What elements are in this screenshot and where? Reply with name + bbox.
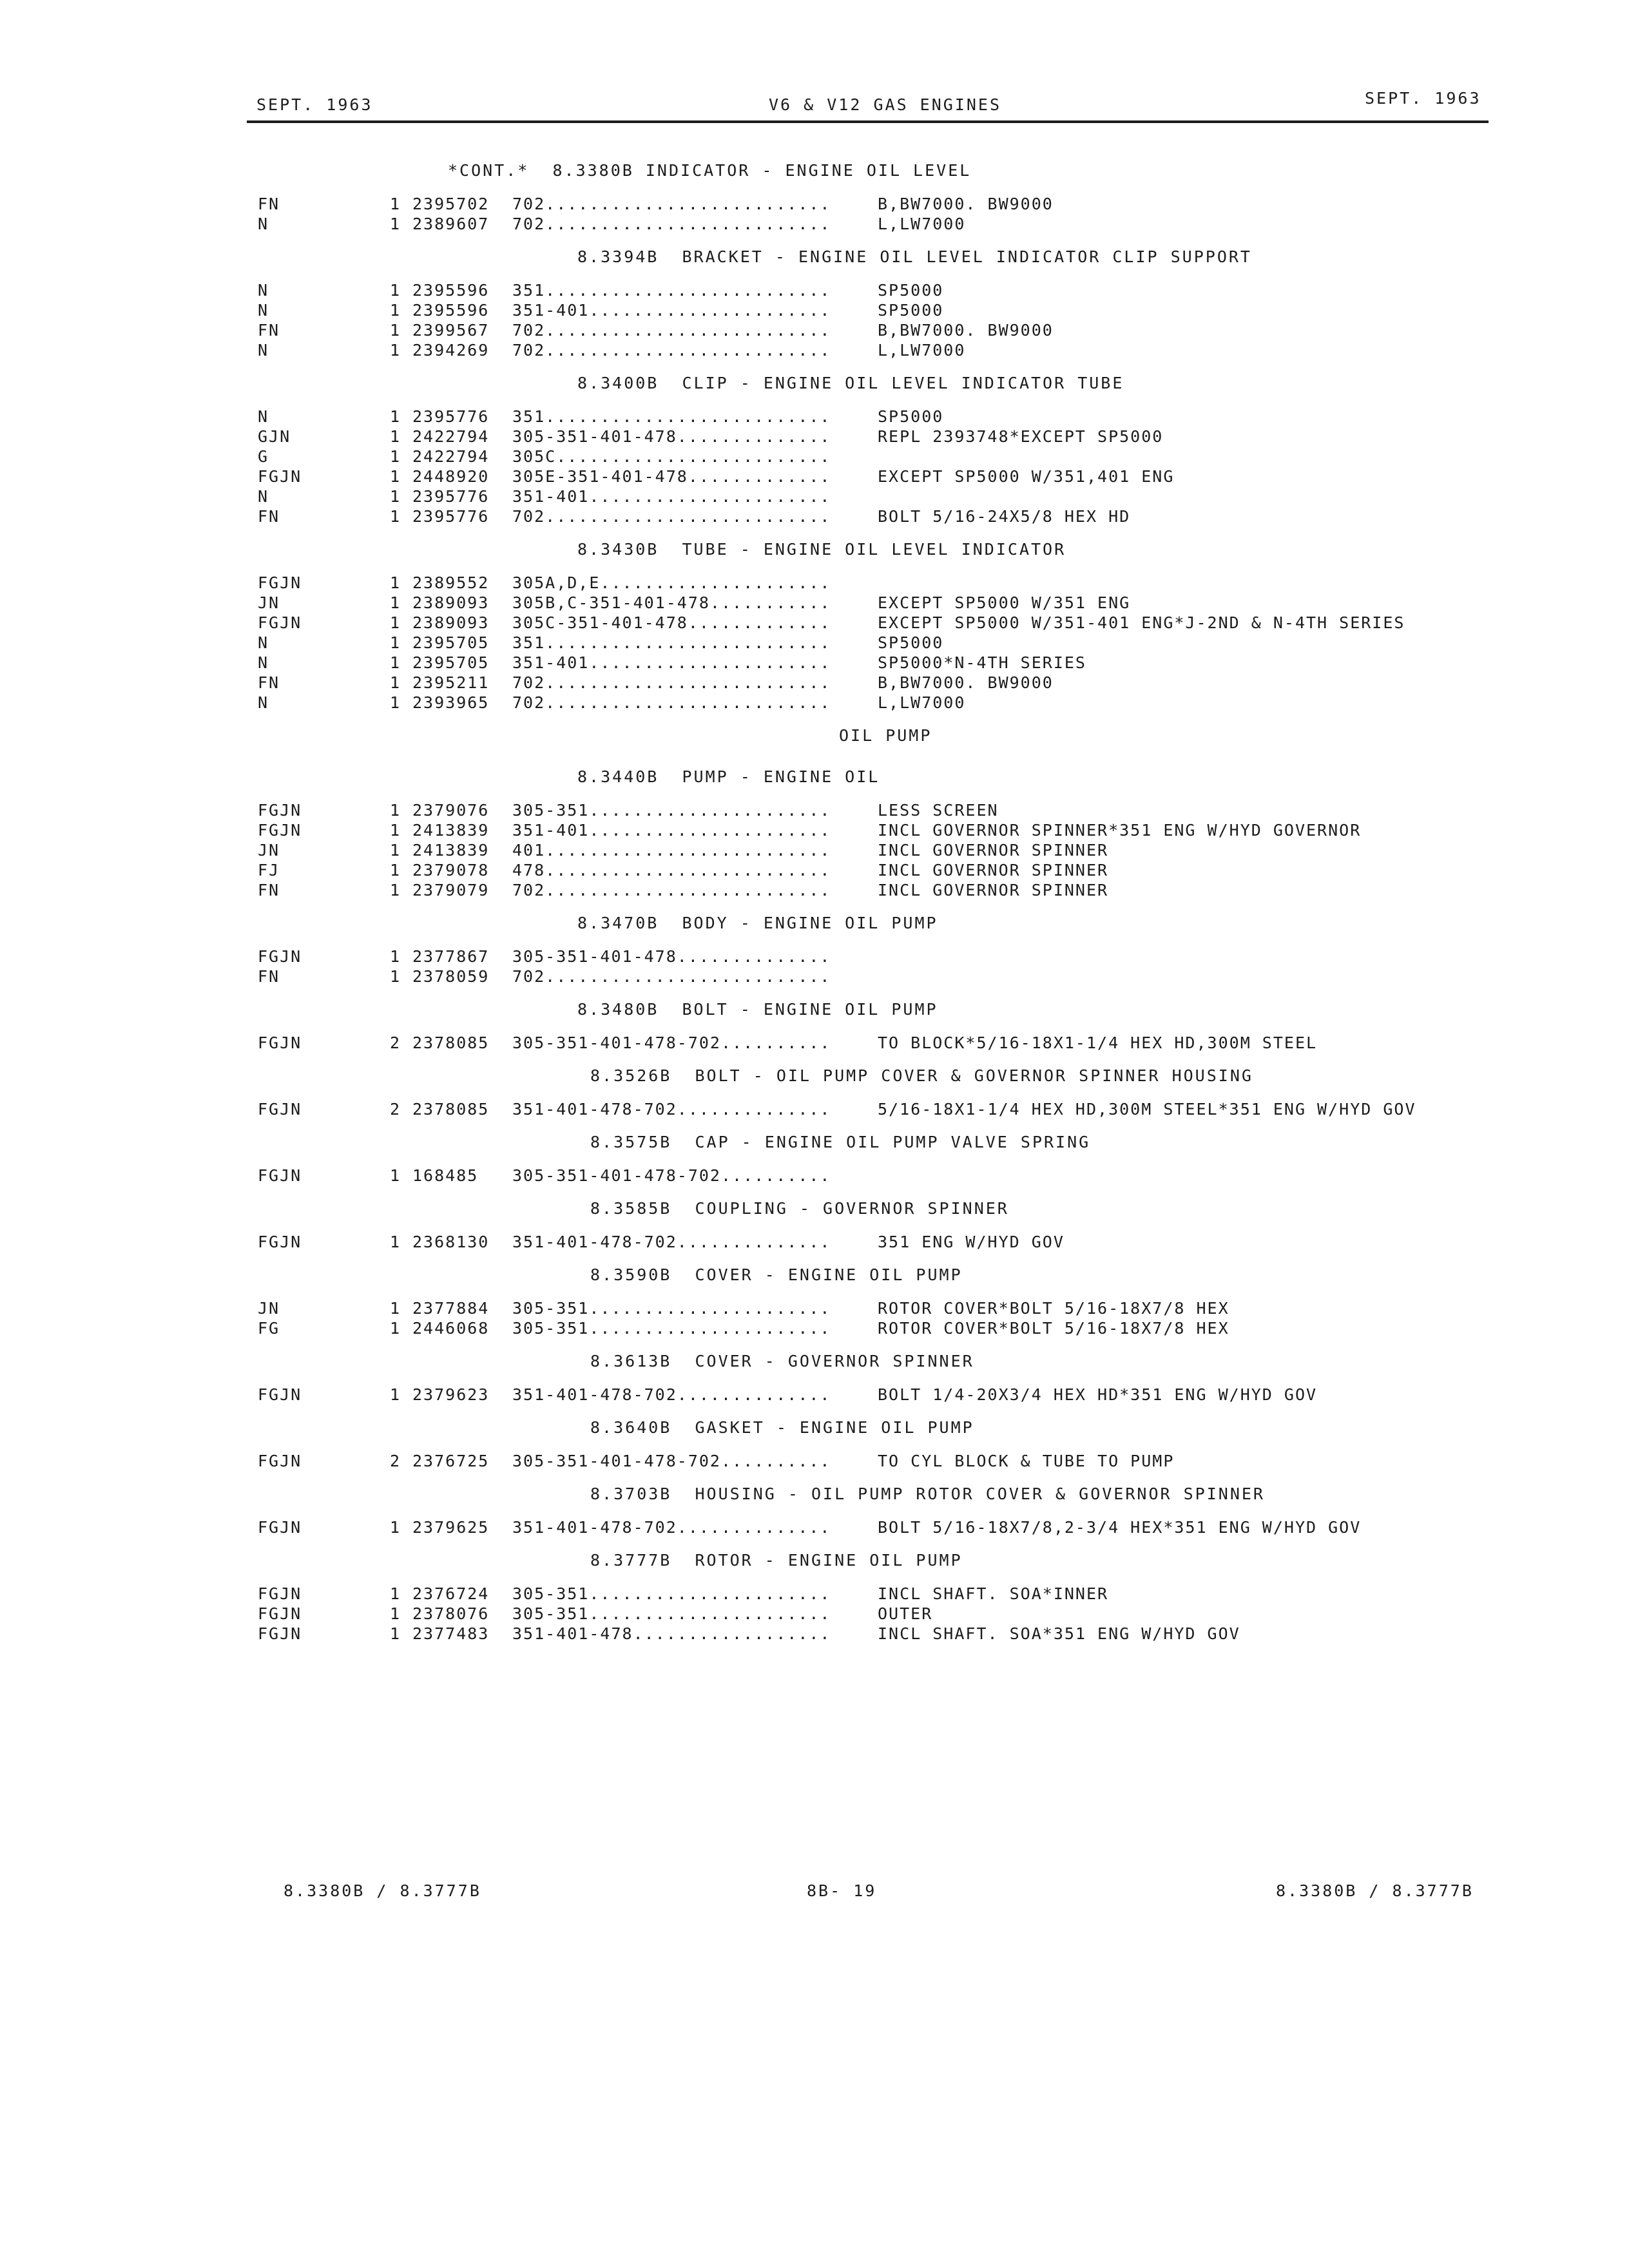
- application: 702..........................: [512, 341, 831, 360]
- part-number: 2394269: [412, 341, 490, 360]
- part-row: [0, 821, 1629, 841]
- model-code: N: [258, 693, 269, 712]
- quantity: 2: [390, 1452, 401, 1470]
- model-code: FGJN: [258, 1100, 302, 1119]
- part-row: [0, 507, 1629, 527]
- quantity: 1: [390, 447, 401, 466]
- section-title: 8.3394B BRACKET - ENGINE OIL LEVEL INDICATOR CLIP SUPPORT: [577, 247, 1252, 266]
- part-number: 2377884: [412, 1299, 490, 1318]
- part-row: [0, 613, 1629, 633]
- description: B,BW7000. BW9000: [878, 195, 1054, 213]
- description: BOLT 1/4-20X3/4 HEX HD*351 ENG W/HYD GOV: [878, 1385, 1318, 1404]
- description: INCL GOVERNOR SPINNER*351 ENG W/HYD GOVERNOR: [878, 821, 1362, 840]
- part-row: [0, 1604, 1629, 1624]
- model-code: N: [258, 633, 269, 652]
- part-number: 2395776: [412, 487, 490, 506]
- section-title: 8.3590B COVER - ENGINE OIL PUMP: [590, 1265, 963, 1284]
- section-title-row: [0, 1348, 1629, 1380]
- section-title: 8.3470B BODY - ENGINE OIL PUMP: [577, 914, 938, 932]
- header-date-right: SEPT. 1963: [1365, 89, 1481, 108]
- quantity: 1: [390, 281, 401, 300]
- description: INCL GOVERNOR SPINNER: [878, 841, 1109, 860]
- part-row: [0, 215, 1629, 235]
- application: 702..........................: [512, 673, 831, 692]
- quantity: 1: [390, 215, 401, 233]
- quantity: 1: [390, 301, 401, 320]
- part-row: [0, 407, 1629, 427]
- part-number: 2379623: [412, 1385, 490, 1404]
- part-section: [0, 1062, 1629, 1120]
- model-code: FN: [258, 967, 280, 986]
- part-number: 2413839: [412, 841, 490, 860]
- part-section: [0, 536, 1629, 713]
- section-title: 8.3430B TUBE - ENGINE OIL LEVEL INDICATOR: [577, 540, 1066, 559]
- section-title-row: [0, 1414, 1629, 1446]
- application: 401..........................: [512, 841, 831, 860]
- quantity: 1: [390, 341, 401, 360]
- description: TO BLOCK*5/16-18X1-1/4 HEX HD,300M STEEL: [878, 1033, 1318, 1052]
- part-number: 2395776: [412, 507, 490, 526]
- description: EXCEPT SP5000 W/351,401 ENG: [878, 467, 1175, 486]
- part-row: [0, 593, 1629, 613]
- part-number: 2395596: [412, 301, 490, 320]
- part-number: 2399567: [412, 321, 490, 340]
- quantity: 1: [390, 673, 401, 692]
- description: LESS SCREEN: [878, 801, 999, 820]
- quantity: 1: [390, 821, 401, 840]
- application: 351..........................: [512, 633, 831, 652]
- model-code: FGJN: [258, 1604, 302, 1623]
- section-title-row: [0, 1481, 1629, 1513]
- part-section: [0, 996, 1629, 1053]
- description: BOLT 5/16-24X5/8 HEX HD: [878, 507, 1131, 526]
- description: L,LW7000: [878, 693, 966, 712]
- model-code: JN: [258, 841, 280, 860]
- section-title-row: [0, 996, 1629, 1028]
- model-code: FN: [258, 507, 280, 526]
- section-title: 8.3640B GASKET - ENGINE OIL PUMP: [590, 1418, 974, 1437]
- section-title-row: [0, 157, 1629, 189]
- part-number: 2377867: [412, 947, 490, 966]
- section-title: *CONT.* 8.3380B INDICATOR - ENGINE OIL LEVEL: [448, 161, 972, 180]
- part-row: [0, 447, 1629, 467]
- quantity: 1: [390, 467, 401, 486]
- part-number: 2379076: [412, 801, 490, 820]
- part-number: 2379625: [412, 1518, 490, 1537]
- footer-page-number: 8B- 19: [807, 1881, 877, 1900]
- quantity: 1: [390, 841, 401, 860]
- description: SP5000: [878, 281, 944, 300]
- footer-range-right: 8.3380B / 8.3777B: [1276, 1881, 1474, 1900]
- header-title: V6 & V12 GAS ENGINES: [769, 95, 1002, 114]
- model-code: N: [258, 487, 269, 506]
- model-code: FG: [258, 1319, 280, 1338]
- part-row: [0, 1518, 1629, 1538]
- model-code: FGJN: [258, 1584, 302, 1603]
- description: SP5000: [878, 301, 944, 320]
- part-section: [0, 764, 1629, 901]
- description: SP5000*N-4TH SERIES: [878, 653, 1086, 672]
- part-row: [0, 693, 1629, 713]
- section-title-row: [0, 244, 1629, 276]
- application: 702..........................: [512, 215, 831, 233]
- part-row: [0, 861, 1629, 881]
- model-code: FGJN: [258, 1452, 302, 1470]
- part-row: [0, 427, 1629, 447]
- model-code: FGJN: [258, 947, 302, 966]
- model-code: N: [258, 407, 269, 426]
- quantity: 1: [390, 881, 401, 899]
- model-code: FN: [258, 195, 280, 213]
- application: 351-401-478-702..............: [512, 1233, 831, 1251]
- description: B,BW7000. BW9000: [878, 673, 1054, 692]
- description: OUTER: [878, 1604, 933, 1623]
- section-title-row: [0, 536, 1629, 568]
- section-title-row: [0, 1062, 1629, 1095]
- application: 351..........................: [512, 407, 831, 426]
- model-code: N: [258, 281, 269, 300]
- quantity: 1: [390, 1166, 401, 1185]
- quantity: 1: [390, 653, 401, 672]
- header-date-left: SEPT. 1963: [256, 95, 373, 114]
- part-number: 2395776: [412, 407, 490, 426]
- description: 5/16-18X1-1/4 HEX HD,300M STEEL*351 ENG W/HYD GOV: [878, 1100, 1416, 1119]
- model-code: FGJN: [258, 1518, 302, 1537]
- part-row: [0, 653, 1629, 673]
- model-code: JN: [258, 1299, 280, 1318]
- quantity: 2: [390, 1033, 401, 1052]
- part-number: 2395211: [412, 673, 490, 692]
- part-number: 2379079: [412, 881, 490, 899]
- part-section: [0, 157, 1629, 235]
- part-number: 2393965: [412, 693, 490, 712]
- part-number: 2378059: [412, 967, 490, 986]
- application: 351-401-478-702..............: [512, 1385, 831, 1404]
- quantity: 1: [390, 1604, 401, 1623]
- part-row: [0, 467, 1629, 487]
- part-number: 168485: [412, 1166, 479, 1185]
- section-title-row: [0, 764, 1629, 796]
- part-row: [0, 881, 1629, 901]
- quantity: 1: [390, 1319, 401, 1338]
- part-section: [0, 244, 1629, 361]
- quantity: 1: [390, 427, 401, 446]
- application: 305C-351-401-478.............: [512, 613, 831, 632]
- part-section: [0, 1262, 1629, 1339]
- part-number: 2395702: [412, 195, 490, 213]
- part-row: [0, 841, 1629, 861]
- section-title: 8.3703B HOUSING - OIL PUMP ROTOR COVER & GOVERNOR SPINNER: [590, 1485, 1265, 1503]
- model-code: FN: [258, 321, 280, 340]
- part-row: [0, 1319, 1629, 1339]
- part-section: [0, 1348, 1629, 1405]
- part-row: [0, 195, 1629, 215]
- quantity: 1: [390, 195, 401, 213]
- part-section: [0, 1414, 1629, 1472]
- model-code: FGJN: [258, 1385, 302, 1404]
- application: 305-351......................: [512, 801, 831, 820]
- part-section: [0, 1547, 1629, 1644]
- application: 305-351-401-478-702..........: [512, 1166, 831, 1185]
- application: 305B,C-351-401-478...........: [512, 593, 831, 612]
- quantity: 1: [390, 633, 401, 652]
- application: 702..........................: [512, 321, 831, 340]
- part-number: 2376725: [412, 1452, 490, 1470]
- part-number: 2378085: [412, 1100, 490, 1119]
- description: INCL GOVERNOR SPINNER: [878, 881, 1109, 899]
- application: 702..........................: [512, 195, 831, 213]
- quantity: 1: [390, 1518, 401, 1537]
- quantity: 1: [390, 507, 401, 526]
- part-number: 2368130: [412, 1233, 490, 1251]
- model-code: FJ: [258, 861, 280, 879]
- description: ROTOR COVER*BOLT 5/16-18X7/8 HEX: [878, 1299, 1229, 1318]
- quantity: 1: [390, 487, 401, 506]
- model-code: N: [258, 653, 269, 672]
- part-section: [0, 370, 1629, 527]
- model-code: FGJN: [258, 467, 302, 486]
- part-number: 2395596: [412, 281, 490, 300]
- application: 702..........................: [512, 507, 831, 526]
- part-number: 2448920: [412, 467, 490, 486]
- description: B,BW7000. BW9000: [878, 321, 1054, 340]
- application: 351-401-478-702..............: [512, 1100, 831, 1119]
- part-number: 2422794: [412, 427, 490, 446]
- part-row: [0, 673, 1629, 693]
- application: 305-351-401-478..............: [512, 427, 831, 446]
- section-title: 8.3480B BOLT - ENGINE OIL PUMP: [577, 1000, 938, 1019]
- part-row: [0, 487, 1629, 507]
- header-rule: [247, 120, 1489, 123]
- part-row: [0, 947, 1629, 967]
- application: 305-351......................: [512, 1299, 831, 1318]
- model-code: GJN: [258, 427, 291, 446]
- part-row: [0, 341, 1629, 361]
- part-row: [0, 967, 1629, 987]
- footer-range-left: 8.3380B / 8.3777B: [284, 1881, 481, 1900]
- application: 702..........................: [512, 967, 831, 986]
- application: 351-401-478-702..............: [512, 1518, 831, 1537]
- model-code: FGJN: [258, 1233, 302, 1251]
- quantity: 1: [390, 861, 401, 879]
- model-code: FN: [258, 881, 280, 899]
- quantity: 1: [390, 407, 401, 426]
- part-row: [0, 1233, 1629, 1253]
- model-code: JN: [258, 593, 280, 612]
- part-row: [0, 1033, 1629, 1053]
- model-code: FGJN: [258, 613, 302, 632]
- description: INCL SHAFT. SOA*351 ENG W/HYD GOV: [878, 1624, 1240, 1643]
- part-number: 2378076: [412, 1604, 490, 1623]
- model-code: FN: [258, 673, 280, 692]
- quantity: 1: [390, 1233, 401, 1251]
- page-footer: [0, 1881, 1629, 1907]
- section-title-row: [0, 1195, 1629, 1227]
- part-row: [0, 1584, 1629, 1604]
- part-row: [0, 1452, 1629, 1472]
- model-code: FGJN: [258, 821, 302, 840]
- description: EXCEPT SP5000 W/351-401 ENG*J-2ND & N-4TH SERIES: [878, 613, 1405, 632]
- section-title-row: [0, 1129, 1629, 1161]
- description: SP5000: [878, 633, 944, 652]
- part-number: 2395705: [412, 653, 490, 672]
- description: INCL GOVERNOR SPINNER: [878, 861, 1109, 879]
- application: 305-351-401-478-702..........: [512, 1452, 831, 1470]
- part-number: 2446068: [412, 1319, 490, 1338]
- application: 351-401-478..................: [512, 1624, 831, 1643]
- part-number: 2389093: [412, 593, 490, 612]
- application: 305-351......................: [512, 1319, 831, 1338]
- part-number: 2422794: [412, 447, 490, 466]
- quantity: 2: [390, 1100, 401, 1119]
- part-number: 2378085: [412, 1033, 490, 1052]
- application: 305-351-401-478-702..........: [512, 1033, 831, 1052]
- model-code: N: [258, 341, 269, 360]
- part-section: [0, 1195, 1629, 1253]
- part-section: [0, 910, 1629, 987]
- model-code: N: [258, 215, 269, 233]
- description: L,LW7000: [878, 341, 966, 360]
- quantity: 1: [390, 1385, 401, 1404]
- application: 305E-351-401-478.............: [512, 467, 831, 486]
- part-number: 2413839: [412, 821, 490, 840]
- section-title: 8.3526B BOLT - OIL PUMP COVER & GOVERNOR SPINNER HOUSING: [590, 1066, 1253, 1085]
- section-title-row: [0, 910, 1629, 942]
- quantity: 1: [390, 573, 401, 592]
- description: SP5000: [878, 407, 944, 426]
- part-row: [0, 573, 1629, 593]
- parts-list: [0, 148, 1629, 1644]
- section-title: 8.3440B PUMP - ENGINE OIL: [577, 767, 880, 786]
- description: 351 ENG W/HYD GOV: [878, 1233, 1065, 1251]
- part-row: [0, 1624, 1629, 1644]
- section-title-row: [0, 722, 1629, 754]
- description: BOLT 5/16-18X7/8,2-3/4 HEX*351 ENG W/HYD GOV: [878, 1518, 1362, 1537]
- model-code: G: [258, 447, 269, 466]
- part-row: [0, 1299, 1629, 1319]
- application: 351-401......................: [512, 487, 831, 506]
- part-number: 2389093: [412, 613, 490, 632]
- part-row: [0, 801, 1629, 821]
- part-row: [0, 1100, 1629, 1120]
- model-code: FGJN: [258, 801, 302, 820]
- quantity: 1: [390, 801, 401, 820]
- part-row: [0, 1385, 1629, 1405]
- model-code: FGJN: [258, 1624, 302, 1643]
- part-number: 2395705: [412, 633, 490, 652]
- quantity: 1: [390, 321, 401, 340]
- application: 351-401......................: [512, 653, 831, 672]
- part-row: [0, 321, 1629, 341]
- quantity: 1: [390, 1624, 401, 1643]
- quantity: 1: [390, 593, 401, 612]
- part-row: [0, 1166, 1629, 1186]
- quantity: 1: [390, 613, 401, 632]
- description: L,LW7000: [878, 215, 966, 233]
- quantity: 1: [390, 1299, 401, 1318]
- model-code: FGJN: [258, 573, 302, 592]
- section-title-row: [0, 370, 1629, 402]
- application: 305C.........................: [512, 447, 831, 466]
- part-number: 2377483: [412, 1624, 490, 1643]
- application: 702..........................: [512, 693, 831, 712]
- quantity: 1: [390, 967, 401, 986]
- section-title: 8.3777B ROTOR - ENGINE OIL PUMP: [590, 1551, 963, 1570]
- section-title: 8.3585B COUPLING - GOVERNOR SPINNER: [590, 1199, 1009, 1218]
- section-title: 8.3400B CLIP - ENGINE OIL LEVEL INDICATOR TUBE: [577, 374, 1124, 392]
- part-number: 2389607: [412, 215, 490, 233]
- section-title-row: [0, 1547, 1629, 1579]
- application: 305-351-401-478..............: [512, 947, 831, 966]
- description: EXCEPT SP5000 W/351 ENG: [878, 593, 1131, 612]
- part-row: [0, 633, 1629, 653]
- model-code: FGJN: [258, 1166, 302, 1185]
- section-title-row: [0, 1262, 1629, 1294]
- group-heading-text: OIL PUMP: [839, 726, 932, 745]
- quantity: 1: [390, 947, 401, 966]
- section-title: 8.3613B COVER - GOVERNOR SPINNER: [590, 1352, 974, 1370]
- section-title: 8.3575B CAP - ENGINE OIL PUMP VALVE SPRING: [590, 1133, 1091, 1151]
- application: 702..........................: [512, 881, 831, 899]
- group-heading: [0, 722, 1629, 754]
- part-section: [0, 1481, 1629, 1538]
- application: 351..........................: [512, 281, 831, 300]
- part-row: [0, 281, 1629, 301]
- description: TO CYL BLOCK & TUBE TO PUMP: [878, 1452, 1175, 1470]
- model-code: FGJN: [258, 1033, 302, 1052]
- quantity: 1: [390, 693, 401, 712]
- part-number: 2376724: [412, 1584, 490, 1603]
- quantity: 1: [390, 1584, 401, 1603]
- application: 351-401......................: [512, 821, 831, 840]
- description: REPL 2393748*EXCEPT SP5000: [878, 427, 1164, 446]
- description: INCL SHAFT. SOA*INNER: [878, 1584, 1109, 1603]
- application: 351-401......................: [512, 301, 831, 320]
- part-row: [0, 301, 1629, 321]
- part-number: 2379078: [412, 861, 490, 879]
- application: 305A,D,E.....................: [512, 573, 831, 592]
- part-section: [0, 1129, 1629, 1186]
- model-code: N: [258, 301, 269, 320]
- application: 305-351......................: [512, 1604, 831, 1623]
- application: 478..........................: [512, 861, 831, 879]
- part-number: 2389552: [412, 573, 490, 592]
- application: 305-351......................: [512, 1584, 831, 1603]
- description: ROTOR COVER*BOLT 5/16-18X7/8 HEX: [878, 1319, 1229, 1338]
